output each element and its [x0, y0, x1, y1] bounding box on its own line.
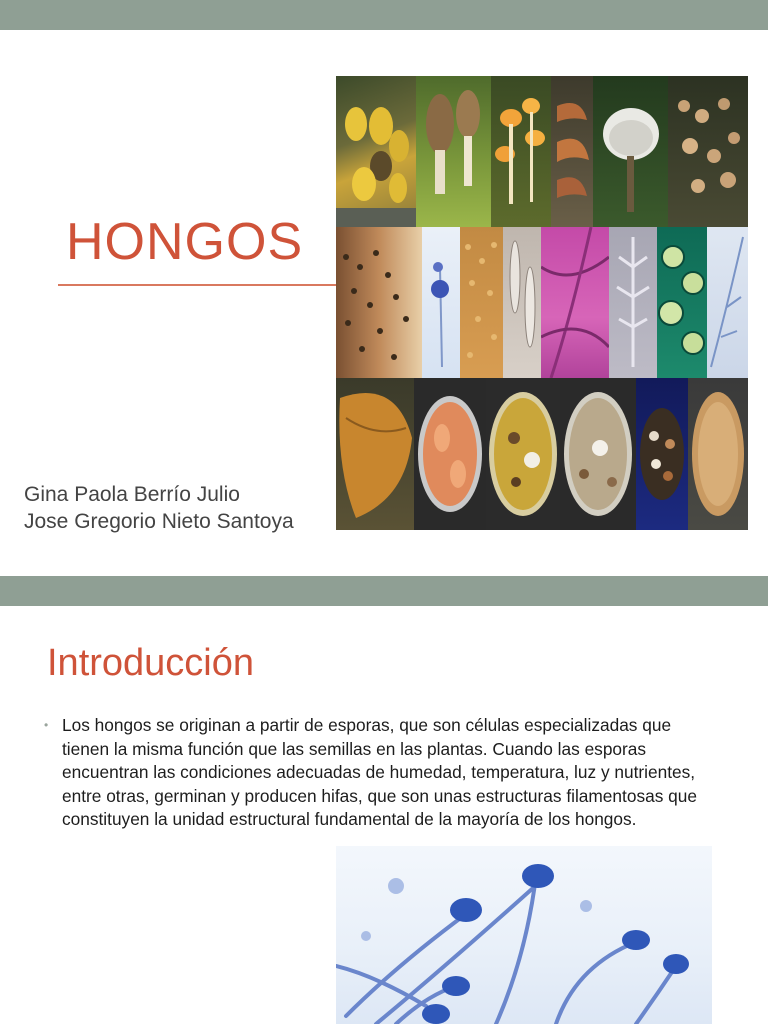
photo-petri-mixed — [560, 378, 636, 530]
photo-blue-hyphae — [707, 227, 748, 378]
photo-blue-stain-fungus — [422, 227, 460, 378]
title-slide — [0, 30, 768, 576]
introduction-slide — [0, 606, 768, 1024]
photo-morels — [416, 76, 491, 227]
photo-yeast-cells — [460, 227, 503, 378]
middle-divider-band — [0, 576, 768, 606]
photo-petri-orange — [414, 378, 486, 530]
photo-petri-yellow — [486, 378, 560, 530]
bullet-item — [44, 714, 720, 832]
bullet-dot-icon: • — [44, 718, 49, 732]
photo-petri-blue-bg — [636, 378, 688, 530]
photo-sponge-fungus — [688, 378, 748, 530]
photo-white-fuzzy-mushroom — [593, 76, 668, 227]
photo-mushroom-cluster — [668, 76, 748, 227]
photo-pink-hyphae — [541, 227, 609, 378]
bullet-text: Los hongos se originan a partir de esporas, que son células especializadas que tienen la misma función que las semillas en las plantas. Cuando las esporas encuentran las condiciones adecuadas de humedad, temperatura, luz y nutrientes, entre otras, germinan y producen hifas, que son unas estructuras filamentosas que constituyen la unidad estructural fundamental de la mayoría de los hongos. — [62, 715, 697, 829]
microscopy-photo-blue-conidiophores — [336, 846, 712, 1024]
author-2: Jose Gregorio Nieto Santoya — [24, 510, 294, 533]
photo-mold-spores — [336, 227, 422, 378]
slide-title: HONGOS — [66, 213, 304, 271]
photo-orange-mushrooms — [491, 76, 551, 227]
photo-green-cells — [657, 227, 707, 378]
photo-yellow-puffballs — [336, 76, 416, 227]
top-divider-band — [0, 0, 768, 30]
photo-ascus-spores — [503, 227, 541, 378]
photo-bracket-fungus — [551, 76, 593, 227]
photo-leaf-rust — [336, 378, 414, 530]
authors — [24, 481, 294, 535]
photo-branching-mold — [609, 227, 657, 378]
title-underline — [58, 284, 336, 286]
fungi-photo-collage — [336, 76, 748, 530]
section-title: Introducción — [47, 642, 255, 684]
author-1: Gina Paola Berrío Julio — [24, 483, 240, 506]
